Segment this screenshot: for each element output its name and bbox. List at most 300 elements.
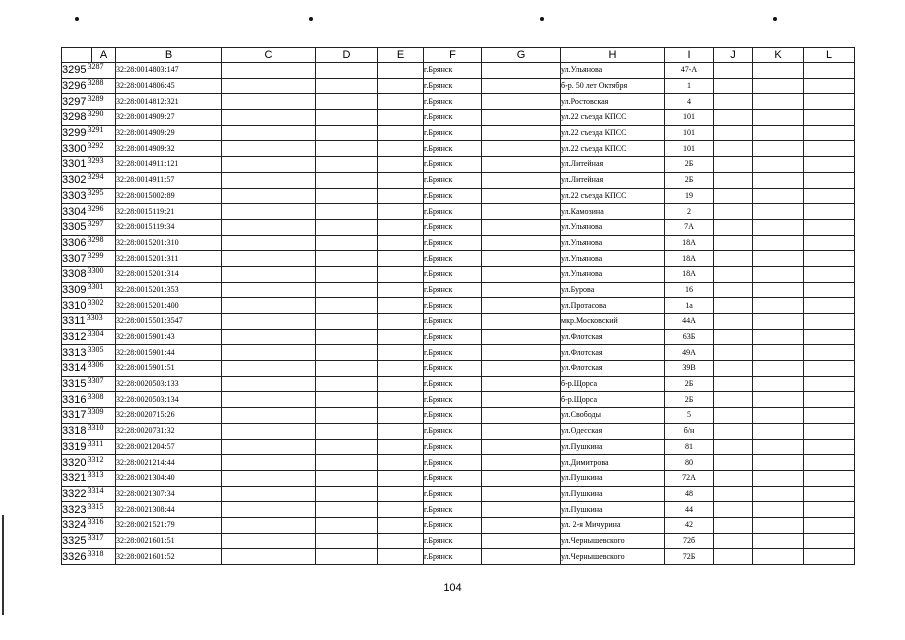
cell-f: г.Брянск <box>424 470 482 486</box>
empty-cell <box>378 63 424 79</box>
cell-i: 72А <box>665 470 714 486</box>
empty-cell <box>316 502 378 518</box>
table-row <box>62 455 855 471</box>
row-number-cell <box>62 110 116 126</box>
empty-cell <box>714 392 753 408</box>
empty-cell <box>753 219 804 235</box>
table-row <box>62 298 855 314</box>
empty-cell <box>378 94 424 110</box>
empty-cell <box>222 376 316 392</box>
empty-cell <box>714 408 753 424</box>
row-number-cell <box>62 470 116 486</box>
empty-cell <box>714 172 753 188</box>
empty-cell <box>378 251 424 267</box>
marker-dot <box>309 17 313 21</box>
row-index: 3316 <box>87 517 104 527</box>
cell-i: 101 <box>665 110 714 126</box>
row-index: 3294 <box>87 172 104 182</box>
empty-cell <box>378 78 424 94</box>
cell-b: 32:28:0014911:57 <box>116 172 222 188</box>
cell-f: г.Брянск <box>424 314 482 330</box>
empty-cell <box>804 470 855 486</box>
cell-b: 32:28:0021601:51 <box>116 533 222 549</box>
empty-cell <box>482 63 561 79</box>
table-row <box>62 470 855 486</box>
row-number-cell <box>62 502 116 518</box>
empty-cell <box>222 94 316 110</box>
table-row <box>62 517 855 533</box>
row-number-cell <box>62 345 116 361</box>
empty-cell <box>316 110 378 126</box>
row-number-cell <box>62 78 116 94</box>
empty-cell <box>378 549 424 565</box>
cell-i: 18А <box>665 266 714 282</box>
empty-cell <box>714 298 753 314</box>
empty-cell <box>482 314 561 330</box>
row-index: 3302 <box>87 297 104 307</box>
cell-i: 1 <box>665 78 714 94</box>
empty-cell <box>482 470 561 486</box>
empty-cell <box>714 251 753 267</box>
row-number: 3298 <box>62 111 87 124</box>
empty-cell <box>804 314 855 330</box>
cell-b: 32:28:0020731:32 <box>116 423 222 439</box>
row-index: 3304 <box>87 329 104 339</box>
cell-f: г.Брянск <box>424 235 482 251</box>
empty-cell <box>482 235 561 251</box>
row-index: 3290 <box>87 109 104 119</box>
empty-cell <box>753 533 804 549</box>
cell-f: г.Брянск <box>424 282 482 298</box>
empty-cell <box>316 439 378 455</box>
cell-b: 32:28:0021521:79 <box>116 517 222 533</box>
row-number-cell <box>62 329 116 345</box>
row-index: 3308 <box>87 391 104 401</box>
empty-cell <box>482 517 561 533</box>
row-number: 3312 <box>62 331 87 344</box>
cell-f: г.Брянск <box>424 204 482 220</box>
table-row <box>62 533 855 549</box>
empty-cell <box>222 423 316 439</box>
row-number-cell <box>62 549 116 565</box>
empty-cell <box>753 157 804 173</box>
row-number: 3313 <box>62 346 87 359</box>
empty-cell <box>753 345 804 361</box>
empty-cell <box>753 188 804 204</box>
cell-f: г.Брянск <box>424 266 482 282</box>
empty-cell <box>482 376 561 392</box>
empty-cell <box>714 157 753 173</box>
row-number-cell <box>62 219 116 235</box>
table-row <box>62 141 855 157</box>
cell-f: г.Брянск <box>424 172 482 188</box>
empty-cell <box>804 486 855 502</box>
cell-b: 32:28:0015119:21 <box>116 204 222 220</box>
row-index: 3310 <box>87 423 104 433</box>
empty-cell <box>714 235 753 251</box>
empty-cell <box>714 502 753 518</box>
row-number: 3314 <box>62 362 87 375</box>
empty-cell <box>378 188 424 204</box>
empty-cell <box>222 188 316 204</box>
empty-cell <box>714 282 753 298</box>
empty-cell <box>222 470 316 486</box>
table-row <box>62 219 855 235</box>
row-index: 3299 <box>87 250 104 260</box>
empty-cell <box>714 314 753 330</box>
empty-cell <box>753 78 804 94</box>
row-number-cell <box>62 188 116 204</box>
empty-cell <box>316 235 378 251</box>
cell-h: ул.Ульянова <box>561 63 665 79</box>
table-row <box>62 172 855 188</box>
empty-cell <box>804 78 855 94</box>
empty-cell <box>714 63 753 79</box>
empty-cell <box>753 172 804 188</box>
empty-cell <box>804 141 855 157</box>
empty-cell <box>753 329 804 345</box>
empty-cell <box>482 423 561 439</box>
cell-h: ул.Одесская <box>561 423 665 439</box>
column-header: K <box>753 48 804 63</box>
row-number-cell <box>62 157 116 173</box>
row-number-cell <box>62 486 116 502</box>
empty-cell <box>222 157 316 173</box>
empty-cell <box>316 361 378 377</box>
empty-cell <box>316 94 378 110</box>
cell-i: 42 <box>665 517 714 533</box>
empty-cell <box>753 486 804 502</box>
empty-cell <box>804 63 855 79</box>
row-number: 3318 <box>62 425 87 438</box>
empty-cell <box>482 502 561 518</box>
row-number: 3320 <box>62 456 87 469</box>
column-header: L <box>804 48 855 63</box>
empty-cell <box>804 204 855 220</box>
cell-f: г.Брянск <box>424 188 482 204</box>
cell-b: 32:28:0014806:45 <box>116 78 222 94</box>
empty-cell <box>222 204 316 220</box>
row-index: 3315 <box>87 501 104 511</box>
empty-cell <box>753 94 804 110</box>
empty-cell <box>378 392 424 408</box>
row-number-cell <box>62 361 116 377</box>
cell-b: 32:28:0014909:32 <box>116 141 222 157</box>
cell-b: 32:28:0015501:3547 <box>116 314 222 330</box>
row-number: 3301 <box>62 158 87 171</box>
cell-b: 32:28:0015201:314 <box>116 266 222 282</box>
row-index: 3317 <box>87 533 104 542</box>
empty-cell <box>316 188 378 204</box>
empty-cell <box>804 266 855 282</box>
table-row <box>62 408 855 424</box>
column-header-row <box>62 48 855 63</box>
empty-cell <box>482 172 561 188</box>
empty-cell <box>482 94 561 110</box>
row-index: 3301 <box>87 282 104 291</box>
empty-cell <box>378 408 424 424</box>
row-number: 3297 <box>62 95 87 108</box>
cell-i: 44 <box>665 502 714 518</box>
empty-cell <box>222 235 316 251</box>
empty-cell <box>753 423 804 439</box>
empty-cell <box>804 329 855 345</box>
row-number: 3303 <box>62 189 87 202</box>
row-number: 3322 <box>62 487 87 500</box>
empty-cell <box>804 376 855 392</box>
empty-cell <box>316 345 378 361</box>
empty-cell <box>482 298 561 314</box>
empty-cell <box>753 517 804 533</box>
empty-cell <box>714 470 753 486</box>
row-index: 3314 <box>87 486 104 495</box>
cell-h: б-р.Щорса <box>561 392 665 408</box>
row-number: 3325 <box>62 534 87 547</box>
cell-f: г.Брянск <box>424 533 482 549</box>
cell-i: 2Б <box>665 376 714 392</box>
row-index: 3307 <box>87 376 104 386</box>
empty-cell <box>316 329 378 345</box>
row-number-cell <box>62 455 116 471</box>
empty-cell <box>378 172 424 188</box>
empty-cell <box>753 392 804 408</box>
row-number: 3305 <box>62 221 87 234</box>
empty-cell <box>804 345 855 361</box>
empty-cell <box>482 329 561 345</box>
empty-cell <box>378 125 424 141</box>
empty-cell <box>804 282 855 298</box>
empty-cell <box>804 188 855 204</box>
empty-cell <box>804 423 855 439</box>
empty-cell <box>714 361 753 377</box>
row-number-cell <box>62 282 116 298</box>
cell-h: ул.Пушкина <box>561 486 665 502</box>
empty-cell <box>482 125 561 141</box>
empty-cell <box>482 455 561 471</box>
cell-h: ул.Ростовская <box>561 94 665 110</box>
row-number-cell <box>62 392 116 408</box>
cell-i: 101 <box>665 141 714 157</box>
cell-b: 32:28:0021214:44 <box>116 455 222 471</box>
empty-cell <box>482 204 561 220</box>
empty-cell <box>714 125 753 141</box>
row-index: 3291 <box>87 125 104 135</box>
empty-cell <box>753 110 804 126</box>
page-number: 104 <box>443 582 462 594</box>
table-row <box>62 266 855 282</box>
row-index: 3309 <box>87 407 104 417</box>
empty-cell <box>222 392 316 408</box>
column-header <box>62 48 92 63</box>
cell-h: ул.Ульянова <box>561 251 665 267</box>
cell-b: 32:28:0021307:34 <box>116 486 222 502</box>
empty-cell <box>753 282 804 298</box>
empty-cell <box>222 345 316 361</box>
empty-cell <box>482 361 561 377</box>
row-number: 3308 <box>62 268 87 281</box>
cell-h: б-р. 50 лет Октября <box>561 78 665 94</box>
empty-cell <box>378 486 424 502</box>
empty-cell <box>482 549 561 565</box>
cell-f: г.Брянск <box>424 63 482 79</box>
cell-f: г.Брянск <box>424 298 482 314</box>
row-number: 3299 <box>62 127 87 140</box>
empty-cell <box>222 408 316 424</box>
cell-h: ул.Бурова <box>561 282 665 298</box>
row-index: 3289 <box>87 93 104 103</box>
cell-b: 32:28:0014812:321 <box>116 94 222 110</box>
empty-cell <box>378 235 424 251</box>
cell-b: 32:28:0015901:44 <box>116 345 222 361</box>
cell-i: б/н <box>665 423 714 439</box>
empty-cell <box>804 125 855 141</box>
cell-f: г.Брянск <box>424 141 482 157</box>
cell-i: 1а <box>665 298 714 314</box>
row-index: 3293 <box>87 156 104 166</box>
empty-cell <box>753 314 804 330</box>
row-number-cell <box>62 204 116 220</box>
column-header: H <box>561 48 665 63</box>
cell-f: г.Брянск <box>424 486 482 502</box>
cell-h: ул.Ульянова <box>561 235 665 251</box>
row-index: 3295 <box>87 188 104 197</box>
row-number-cell <box>62 517 116 533</box>
cell-f: г.Брянск <box>424 219 482 235</box>
cell-i: 16 <box>665 282 714 298</box>
cell-b: 32:28:0015901:51 <box>116 361 222 377</box>
empty-cell <box>714 204 753 220</box>
cell-h: ул.Флотская <box>561 361 665 377</box>
row-index: 3298 <box>87 235 104 244</box>
cell-b: 32:28:0014909:27 <box>116 110 222 126</box>
empty-cell <box>222 282 316 298</box>
empty-cell <box>316 157 378 173</box>
cell-b: 32:28:0015119:34 <box>116 219 222 235</box>
empty-cell <box>316 172 378 188</box>
cell-f: г.Брянск <box>424 408 482 424</box>
cell-i: 4 <box>665 94 714 110</box>
empty-cell <box>804 361 855 377</box>
table-row <box>62 282 855 298</box>
empty-cell <box>804 533 855 549</box>
empty-cell <box>378 314 424 330</box>
empty-cell <box>482 219 561 235</box>
cell-h: ул.Литейная <box>561 157 665 173</box>
empty-cell <box>482 486 561 502</box>
empty-cell <box>222 549 316 565</box>
empty-cell <box>804 517 855 533</box>
cell-b: 32:28:0020715:26 <box>116 408 222 424</box>
cell-i: 47-А <box>665 63 714 79</box>
empty-cell <box>378 361 424 377</box>
table-row <box>62 110 855 126</box>
empty-cell <box>222 361 316 377</box>
cell-h: ул.Литейная <box>561 172 665 188</box>
cell-i: 39В <box>665 361 714 377</box>
empty-cell <box>482 266 561 282</box>
empty-cell <box>222 219 316 235</box>
row-number: 3311 <box>62 315 86 328</box>
row-number: 3302 <box>62 174 87 187</box>
empty-cell <box>482 408 561 424</box>
cell-i: 18А <box>665 235 714 251</box>
empty-cell <box>482 345 561 361</box>
empty-cell <box>804 439 855 455</box>
empty-cell <box>222 455 316 471</box>
empty-cell <box>316 298 378 314</box>
table-row <box>62 204 855 220</box>
empty-cell <box>316 125 378 141</box>
empty-cell <box>222 125 316 141</box>
cell-f: г.Брянск <box>424 157 482 173</box>
column-header: J <box>714 48 753 63</box>
table-row <box>62 94 855 110</box>
empty-cell <box>804 94 855 110</box>
cell-f: г.Брянск <box>424 125 482 141</box>
scan-edge <box>2 515 4 615</box>
empty-cell <box>316 63 378 79</box>
empty-cell <box>753 251 804 267</box>
empty-cell <box>482 188 561 204</box>
cell-i: 72Б <box>665 549 714 565</box>
empty-cell <box>316 282 378 298</box>
empty-cell <box>378 298 424 314</box>
empty-cell <box>753 125 804 141</box>
row-number-cell <box>62 314 116 330</box>
column-header: E <box>378 48 424 63</box>
empty-cell <box>714 439 753 455</box>
cell-f: г.Брянск <box>424 439 482 455</box>
cell-i: 48 <box>665 486 714 502</box>
empty-cell <box>714 78 753 94</box>
empty-cell <box>222 110 316 126</box>
marker-dot <box>773 17 777 21</box>
cell-f: г.Брянск <box>424 345 482 361</box>
cell-b: 32:28:0014909:29 <box>116 125 222 141</box>
empty-cell <box>222 533 316 549</box>
empty-cell <box>482 141 561 157</box>
empty-cell <box>378 110 424 126</box>
empty-cell <box>378 345 424 361</box>
table-row <box>62 486 855 502</box>
table-row <box>62 314 855 330</box>
cell-h: ул.22 съезда КПСС <box>561 125 665 141</box>
empty-cell <box>482 251 561 267</box>
empty-cell <box>316 392 378 408</box>
cell-h: ул.Ульянова <box>561 266 665 282</box>
row-number: 3309 <box>62 283 87 296</box>
empty-cell <box>378 423 424 439</box>
empty-cell <box>714 423 753 439</box>
empty-cell <box>316 517 378 533</box>
cell-f: г.Брянск <box>424 517 482 533</box>
cell-i: 2Б <box>665 392 714 408</box>
empty-cell <box>316 219 378 235</box>
cell-h: ул.Флотская <box>561 345 665 361</box>
row-number-cell <box>62 94 116 110</box>
cell-f: г.Брянск <box>424 455 482 471</box>
empty-cell <box>378 329 424 345</box>
empty-cell <box>378 266 424 282</box>
column-header: B <box>116 48 222 63</box>
empty-cell <box>482 392 561 408</box>
row-number: 3324 <box>62 519 87 532</box>
row-number: 3315 <box>62 378 87 391</box>
cell-i: 19 <box>665 188 714 204</box>
cell-f: г.Брянск <box>424 251 482 267</box>
row-number-cell <box>62 298 116 314</box>
table-row <box>62 423 855 439</box>
